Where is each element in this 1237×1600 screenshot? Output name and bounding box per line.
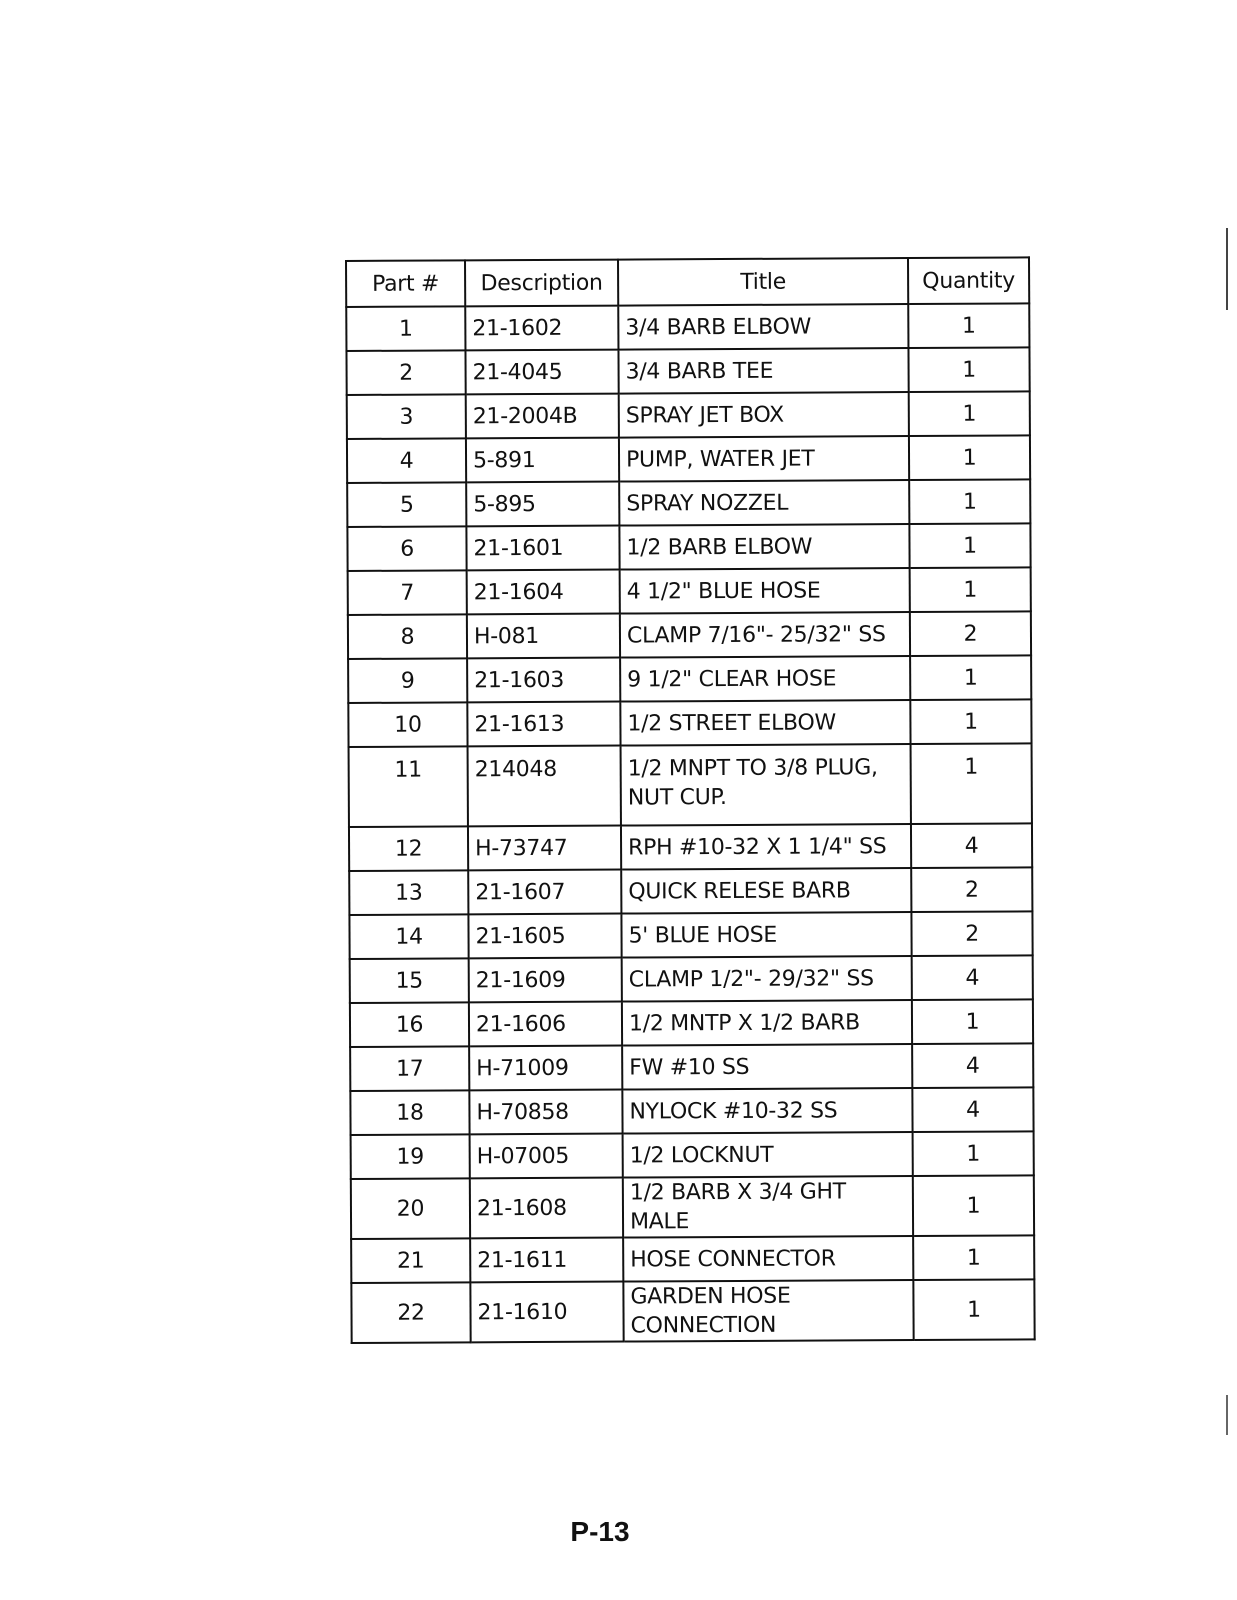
cell-title: NYLOCK #10-32 SS xyxy=(622,1088,912,1134)
cell-title: HOSE CONNECTOR xyxy=(623,1236,913,1282)
cell-description: 21-1608 xyxy=(470,1178,623,1239)
cell-quantity: 2 xyxy=(910,611,1031,656)
cell-part-number: 21 xyxy=(351,1238,470,1283)
cell-description: 5-895 xyxy=(466,482,619,527)
table-row xyxy=(350,999,1033,1047)
table-row xyxy=(351,1235,1034,1283)
cell-description: 5-891 xyxy=(466,438,619,483)
cell-quantity: 1 xyxy=(909,523,1030,568)
table-header-row xyxy=(346,257,1029,307)
table-row xyxy=(347,523,1030,571)
cell-title: SPRAY JET BOX xyxy=(619,392,909,438)
cell-quantity: 1 xyxy=(912,999,1033,1044)
cell-title: 1/2 LOCKNUT xyxy=(623,1132,913,1178)
cell-description: 21-1609 xyxy=(469,958,622,1003)
table-row xyxy=(348,655,1031,703)
cell-title: 3/4 BARB ELBOW xyxy=(618,304,908,350)
table-row xyxy=(350,1087,1033,1135)
cell-title: RPH #10-32 X 1 1/4" SS xyxy=(621,824,911,870)
cell-part-number: 4 xyxy=(347,438,466,483)
cell-quantity: 4 xyxy=(912,1043,1033,1088)
cell-description: 21-1604 xyxy=(467,570,620,615)
cell-title: 1/2 MNTP X 1/2 BARB xyxy=(622,1000,912,1046)
cell-part-number: 5 xyxy=(347,482,466,527)
cell-title: GARDEN HOSE CONNECTION xyxy=(623,1280,913,1342)
cell-part-number: 19 xyxy=(351,1134,470,1179)
table-row xyxy=(349,743,1032,827)
table-row xyxy=(351,1131,1034,1179)
cell-description: 21-1602 xyxy=(465,306,618,351)
table-row xyxy=(347,391,1030,439)
cell-title: CLAMP 7/16"- 25/32" SS xyxy=(620,612,910,658)
table-row xyxy=(346,303,1029,351)
table-row xyxy=(348,699,1031,747)
cell-title: 1/2 BARB ELBOW xyxy=(619,524,909,570)
cell-title: 3/4 BARB TEE xyxy=(618,348,908,394)
cell-title: 1/2 STREET ELBOW xyxy=(620,700,910,746)
cell-description: 214048 xyxy=(468,746,621,827)
parts-list-table xyxy=(345,256,1036,1344)
cell-title: SPRAY NOZZEL xyxy=(619,480,909,526)
table-row xyxy=(346,347,1029,395)
cell-title: 5' BLUE HOSE xyxy=(621,912,911,958)
cell-part-number: 12 xyxy=(349,826,468,871)
cell-part-number: 20 xyxy=(351,1178,470,1239)
cell-part-number: 1 xyxy=(346,306,465,351)
cell-part-number: 16 xyxy=(350,1002,469,1047)
cell-title: 1/2 BARB X 3/4 GHT MALE xyxy=(623,1176,913,1238)
cell-part-number: 17 xyxy=(350,1046,469,1091)
cell-quantity: 1 xyxy=(913,1131,1034,1176)
cell-quantity: 2 xyxy=(911,867,1032,912)
cell-quantity: 1 xyxy=(910,655,1031,700)
table-row xyxy=(349,867,1032,915)
table-row xyxy=(348,611,1031,659)
cell-quantity: 1 xyxy=(909,479,1030,524)
table-row xyxy=(350,1043,1033,1091)
cell-quantity: 1 xyxy=(911,743,1032,824)
cell-description: 21-1605 xyxy=(468,914,621,959)
cell-title: 4 1/2" BLUE HOSE xyxy=(620,568,910,614)
cell-quantity: 1 xyxy=(909,391,1030,436)
cell-part-number: 3 xyxy=(347,394,466,439)
table-row xyxy=(351,1279,1034,1343)
cell-title: FW #10 SS xyxy=(622,1044,912,1090)
cell-part-number: 7 xyxy=(348,570,467,615)
cell-part-number: 15 xyxy=(350,958,469,1003)
cell-description: H-73747 xyxy=(468,826,621,871)
parts-table-body xyxy=(346,303,1034,1343)
table-row xyxy=(351,1175,1034,1239)
cell-title: QUICK RELESE BARB xyxy=(621,868,911,914)
page-number: P-13 xyxy=(570,1516,630,1547)
table-row xyxy=(349,911,1032,959)
scan-edge-mark xyxy=(1226,228,1228,310)
cell-description: 21-4045 xyxy=(465,350,618,395)
cell-quantity: 1 xyxy=(913,1279,1034,1340)
cell-description: 21-1601 xyxy=(466,526,619,571)
cell-part-number: 9 xyxy=(348,658,467,703)
cell-description: 21-1611 xyxy=(470,1238,623,1283)
cell-description: 21-1607 xyxy=(468,870,621,915)
table-row xyxy=(347,479,1030,527)
cell-part-number: 10 xyxy=(348,702,467,747)
cell-quantity: 1 xyxy=(910,699,1031,744)
cell-description: 21-2004B xyxy=(466,394,619,439)
cell-part-number: 13 xyxy=(349,870,468,915)
header-title: Title xyxy=(618,258,908,306)
cell-description: 21-1603 xyxy=(467,658,620,703)
cell-quantity: 1 xyxy=(913,1175,1034,1236)
cell-part-number: 2 xyxy=(346,350,465,395)
cell-part-number: 11 xyxy=(349,746,468,827)
cell-quantity: 1 xyxy=(908,303,1029,348)
cell-title: 1/2 MNPT TO 3/8 PLUG, NUT CUP. xyxy=(621,744,911,826)
table-row xyxy=(348,567,1031,615)
cell-quantity: 2 xyxy=(911,911,1032,956)
cell-quantity: 1 xyxy=(909,435,1030,480)
cell-quantity: 1 xyxy=(908,347,1029,392)
cell-title: PUMP, WATER JET xyxy=(619,436,909,482)
cell-title: CLAMP 1/2"- 29/32" SS xyxy=(622,956,912,1002)
table-row xyxy=(347,435,1030,483)
cell-quantity: 4 xyxy=(912,1087,1033,1132)
header-quantity: Quantity xyxy=(908,257,1029,304)
cell-description: 21-1613 xyxy=(467,702,620,747)
table-row xyxy=(349,823,1032,871)
cell-quantity: 1 xyxy=(913,1235,1034,1280)
cell-description: H-71009 xyxy=(469,1046,622,1091)
header-description: Description xyxy=(465,260,618,307)
cell-part-number: 18 xyxy=(350,1090,469,1135)
cell-part-number: 8 xyxy=(348,614,467,659)
cell-description: H-70858 xyxy=(469,1090,622,1135)
cell-quantity: 4 xyxy=(912,955,1033,1000)
scan-edge-mark-bottom xyxy=(1226,1395,1228,1435)
cell-description: 21-1610 xyxy=(470,1282,623,1343)
cell-description: H-081 xyxy=(467,614,620,659)
cell-description: H-07005 xyxy=(470,1134,623,1179)
table-row xyxy=(350,955,1033,1003)
header-part-number: Part # xyxy=(346,260,465,307)
cell-description: 21-1606 xyxy=(469,1002,622,1047)
cell-quantity: 1 xyxy=(910,567,1031,612)
cell-quantity: 4 xyxy=(911,823,1032,868)
cell-part-number: 14 xyxy=(349,914,468,959)
cell-title: 9 1/2" CLEAR HOSE xyxy=(620,656,910,702)
cell-part-number: 22 xyxy=(351,1282,470,1343)
cell-part-number: 6 xyxy=(347,526,466,571)
